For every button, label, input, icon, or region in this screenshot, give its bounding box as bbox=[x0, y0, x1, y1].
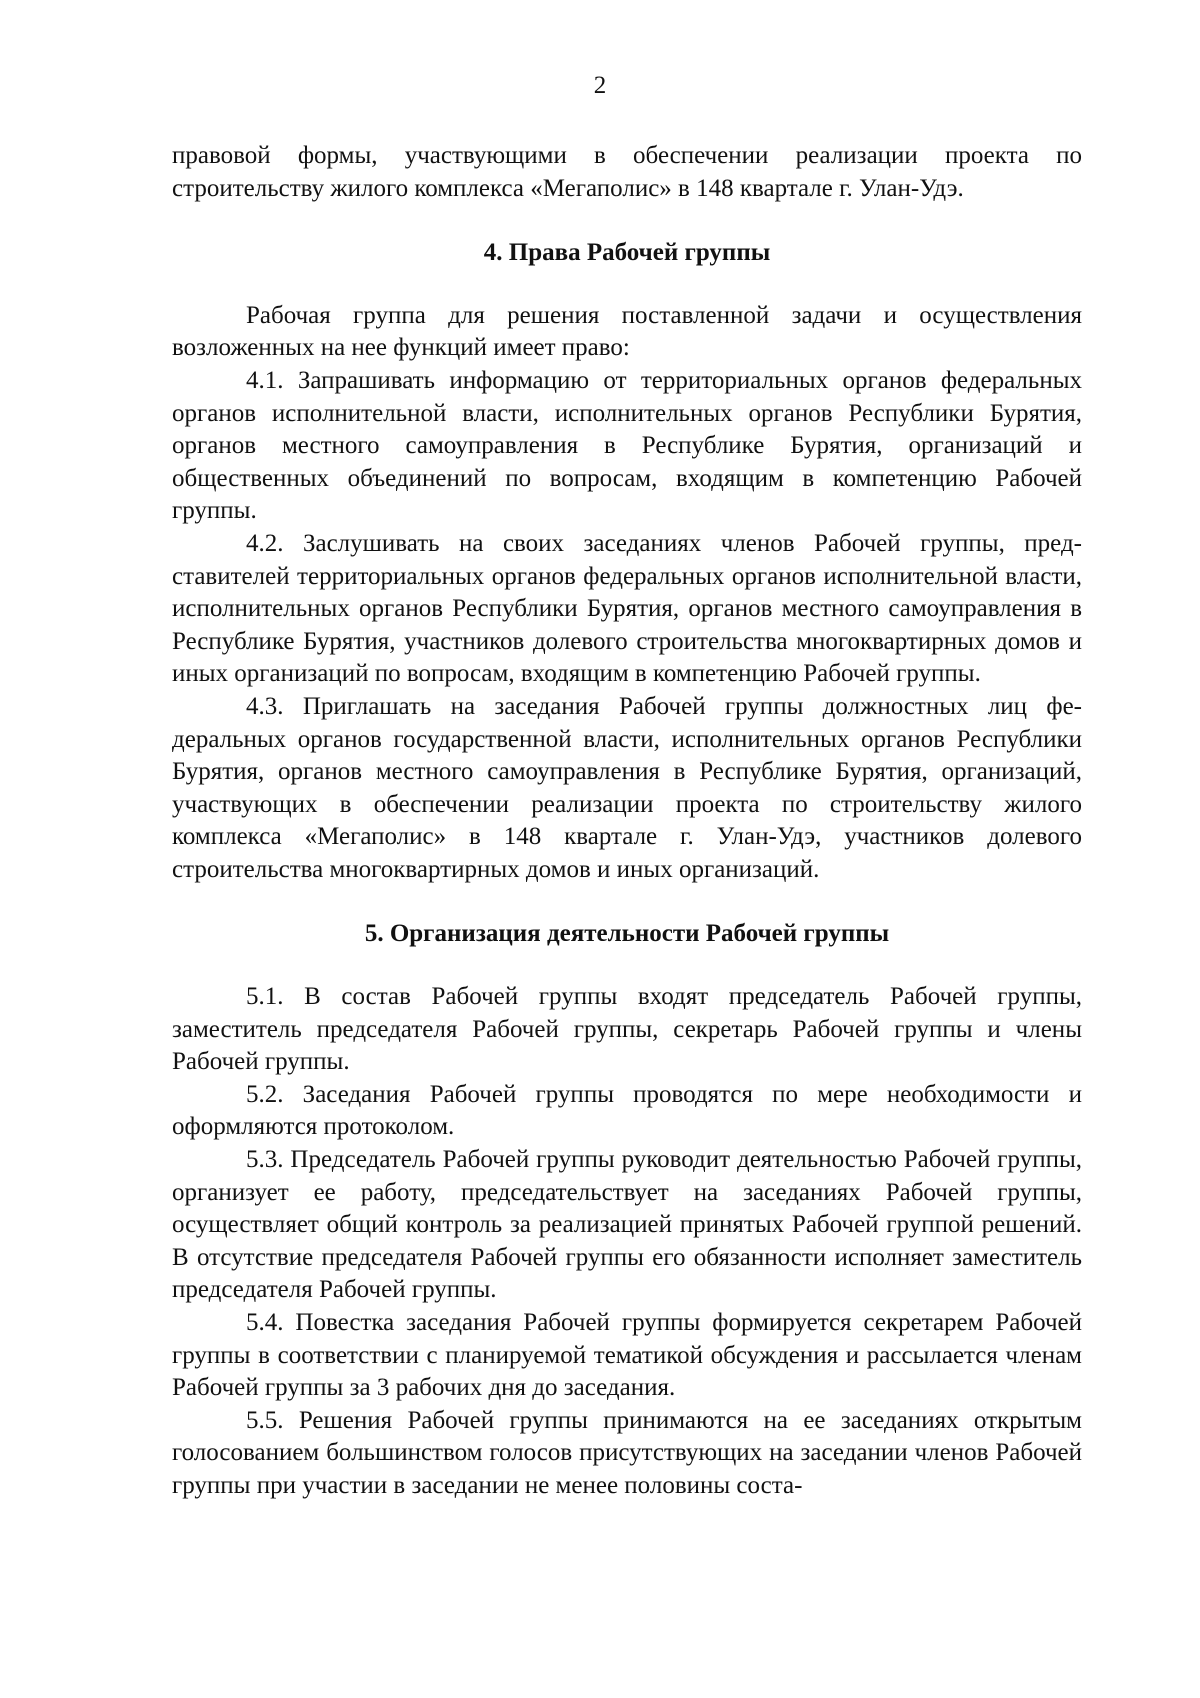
section-5-heading: 5. Организация деятельности Рабочей группы bbox=[364, 920, 890, 948]
spacer bbox=[172, 205, 1082, 237]
spacer bbox=[172, 951, 1082, 981]
clause-5-5: 5.5. Решения Рабочей группы принимаются на ее заседаниях открытым голосованием большинством голосов присутствующих на заседании членов Рабочей группы при участии в заседании не менее половины соста- bbox=[172, 1406, 1082, 1499]
intro-paragraph: правовой формы, участвующими в обеспечении реализации проекта по строительству жилого комплекса «Мегаполис» в 148 квартале г. Улан-Удэ. bbox=[172, 142, 1082, 202]
clause-5-4: 5.4. Повестка заседания Рабочей группы формируется секретарем Рабочей группы в соответствии с планируемой тематикой обсуждения и рассылается членам Рабочей группы за 3 рабочих дня до заседания. bbox=[172, 1309, 1082, 1402]
clause-5-1: 5.1. В состав Рабочей группы входят председатель Рабочей группы, заместитель председателя Рабочей группы, секретарь Рабочей группы и члены Рабочей группы. bbox=[172, 983, 1082, 1076]
section-4-heading: 4. Права Рабочей группы bbox=[483, 239, 771, 267]
clause-5-2: 5.2. Заседания Рабочей группы проводятся по мере необходимости и оформляются протоколом. bbox=[172, 1080, 1082, 1141]
section-4-lead: Рабочая группа для решения поставленной задачи и осуществления возложенных на нее функций имеет право: bbox=[172, 301, 1082, 362]
spacer bbox=[172, 886, 1082, 918]
clause-5-3: 5.3. Председатель Рабочей группы руководит деятельностью Рабочей группы, организует ее работу, председательствует на заседаниях Рабочей группы, осуществляет общий контроль за реализацией принятых Рабочей группой решений. В отсутствие председателя Рабочей группы его обязанности исполняет заместитель председателя Рабочей группы. bbox=[172, 1146, 1082, 1304]
clause-4-3: 4.3. Приглашать на заседания Рабочей группы должностных лиц федеральных органов государственной власти, исполнительных органов Республики Бурятия, органов местного самоуправления в Республике Бурятия, организаций, участвующих в обеспечении реализации проекта по строительству жилого комплекса «Мегаполис» в 148 квартале г. Улан-Удэ, участников долевого строительства многоквартирных домов и иных организаций. bbox=[172, 692, 1082, 883]
clause-4-1: 4.1. Запрашивать информацию от территориальных органов федеральных органов исполнительной власти, исполнительных органов Республики Бурятия, органов местного самоуправления в Республике Бурятия, организаций и общественных объединений по вопросам, входящим в компетенцию Рабочей группы. bbox=[172, 366, 1082, 525]
page-number: 2 bbox=[593, 72, 607, 99]
spacer bbox=[172, 270, 1082, 300]
clause-4-2: 4.2. Заслушивать на своих заседаниях членов Рабочей группы, представителей территориальных органов федеральных органов исполнительной власти, исполнительных органов Республики Бурятия, органов местного самоуправления в Республике Бурятия, участников долевого строительства многоквартирных домов и иных организаций по вопросам, входящим в компетенцию Рабочей группы. bbox=[172, 529, 1082, 688]
document-body bbox=[172, 140, 1082, 1503]
